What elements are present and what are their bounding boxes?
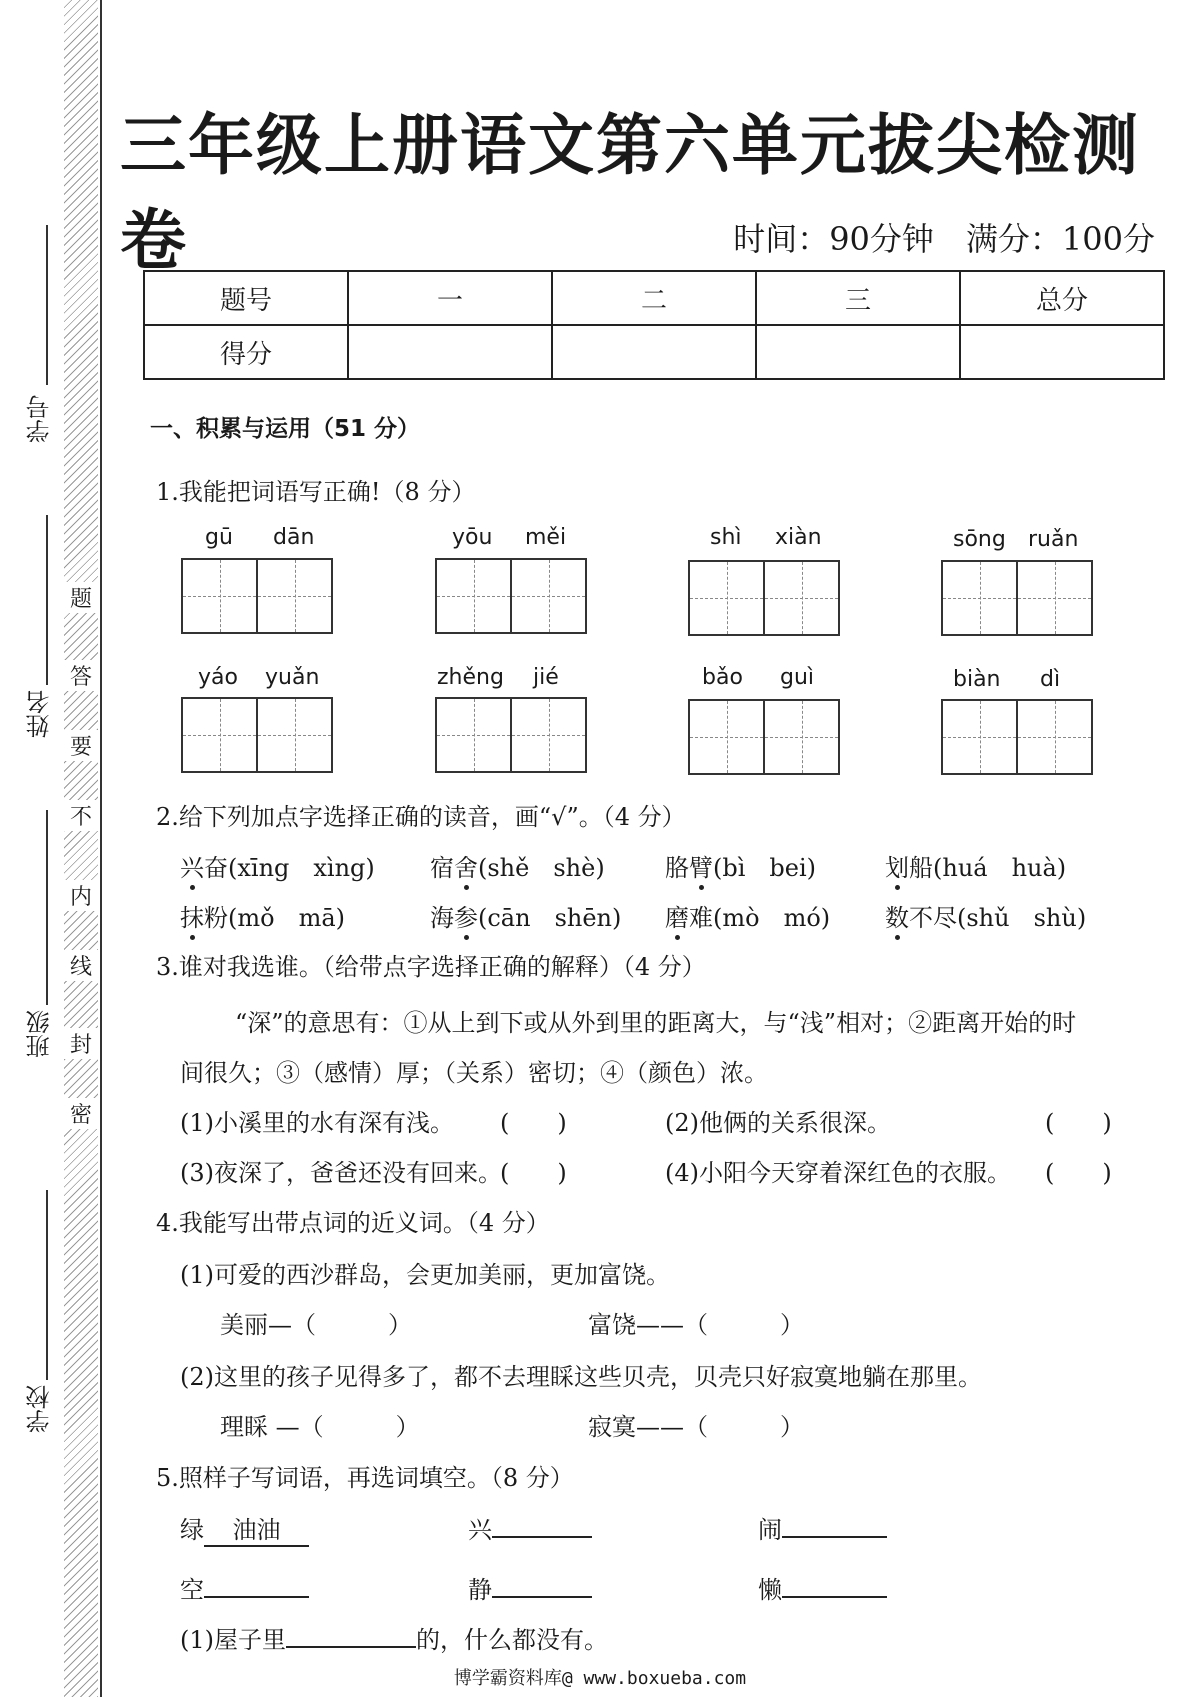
pinyin: shì [710,525,742,550]
seal-char: 要 [64,730,98,761]
sentence: (1)可爱的西沙群岛，会更加美丽，更加富饶。 [180,1261,670,1289]
pinyin: dì [1040,667,1061,692]
writing-grid[interactable] [181,697,331,771]
writing-grid[interactable] [941,560,1091,634]
question-5-title: 5.照样子写词语，再选词填空。（8 分） [156,1464,574,1492]
table-cell: 总分 [960,271,1164,325]
word-item[interactable]: 闹 [758,1510,887,1545]
word-item[interactable]: 空 [180,1570,309,1605]
score-table [143,270,1165,380]
word-item[interactable]: 兴 [468,1510,592,1545]
table-cell: 三 [756,271,960,325]
score-input-cell[interactable] [348,325,552,379]
table-cell: 二 [552,271,756,325]
pinyin: jié [533,665,559,690]
example-blank: 油油 [204,1510,309,1547]
score-input-cell[interactable] [960,325,1164,379]
field-student-id: 学号 [26,395,54,443]
sentence: (4)小阳今天穿着深红色的衣服。 [665,1159,1011,1187]
synonym-answer[interactable]: 美丽—（ ） [220,1311,412,1339]
field-class-line [46,810,48,1005]
sentence: (3)夜深了，爸爸还没有回来。 [180,1159,502,1187]
field-school-line [46,1190,48,1380]
synonym-answer[interactable]: 富饶——（ ） [588,1311,804,1339]
field-student-id-line [46,225,48,385]
pronunciation-item[interactable]: 数不尽(shǔ shù) [885,904,1087,932]
section-title: 一、积累与运用（51 分） [150,416,421,442]
question-2-title: 2.给下列加点字选择正确的读音，画“√”。（4 分） [156,803,686,831]
pinyin: ruǎn [1028,527,1079,552]
binding-line [100,0,102,1697]
field-school: 学校 [26,1385,54,1433]
pinyin: xiàn [775,525,822,550]
writing-grid[interactable] [435,697,585,771]
sentence: (2)这里的孩子见得多了，都不去理睬这些贝壳，贝壳只好寂寞地躺在那里。 [180,1363,982,1391]
pinyin: guì [780,665,815,690]
pronunciation-item[interactable]: 胳臂(bì bei) [665,854,817,882]
table-cell: 题号 [144,271,348,325]
writing-grid[interactable] [688,560,838,634]
pronunciation-item[interactable]: 划船(huá huà) [885,854,1067,882]
writing-grid[interactable] [688,699,838,773]
footer-watermark: 博学霸资料库@ www.boxueba.com [453,1668,747,1689]
table-cell: 得分 [144,325,348,379]
question-3-title: 3.谁对我选谁。（给带点字选择正确的解释）（4 分） [156,953,706,981]
pinyin: biàn [953,667,1001,692]
word-item[interactable]: 懒 [758,1570,887,1605]
answer-paren[interactable]: ( ) [1045,1109,1112,1137]
word-item[interactable]: 绿 油油 [180,1510,309,1547]
pinyin: yōu [452,525,493,550]
question-1-title: 1.我能把词语写正确!（8 分） [156,478,476,506]
page-title: 三年级上册语文第六单元拔尖检测卷 [120,107,1140,279]
seal-char: 线 [64,950,98,981]
field-class: 班级 [26,1010,54,1058]
pronunciation-item[interactable]: 磨难(mò mó) [665,904,831,932]
pinyin: zhěng [437,665,504,690]
pronunciation-item[interactable]: 兴奋(xīng xìng) [180,854,375,882]
fill-sentence[interactable]: (1)屋子里 的，什么都没有。 [180,1626,608,1654]
definition-text: “深”的意思有：①从上到下或从外到里的距离大，与“浅”相对；②距离开始的时 [235,1009,1077,1037]
binding-hatch [64,0,98,1697]
field-name-line [46,515,48,685]
writing-grid[interactable] [181,558,331,632]
score-input-cell[interactable] [552,325,756,379]
word-item[interactable]: 静 [468,1570,592,1605]
answer-paren[interactable]: ( ) [1045,1159,1112,1187]
pinyin: sōng [953,527,1006,552]
sentence: (2)他俩的关系很深。 [665,1109,891,1137]
pronunciation-item[interactable]: 抹粉(mǒ mā) [180,904,345,932]
seal-char: 封 [64,1028,98,1059]
table-row [144,325,1164,379]
pronunciation-item[interactable]: 海参(cān shēn) [430,904,622,932]
pinyin: dān [273,525,315,550]
question-4-title: 4.我能写出带点词的近义词。（4 分） [156,1209,550,1237]
answer-paren[interactable]: ( ) [500,1109,567,1137]
field-name: 姓名 [26,690,54,738]
synonym-answer[interactable]: 寂寞——（ ） [588,1413,804,1441]
seal-char: 不 [64,800,98,831]
definition-text: 间很久；③（感情）厚；（关系）密切；④（颜色）浓。 [180,1059,768,1087]
pinyin: bǎo [702,665,743,690]
answer-paren[interactable]: ( ) [500,1159,567,1187]
table-cell: 一 [348,271,552,325]
score-input-cell[interactable] [756,325,960,379]
sentence: (1)小溪里的水有深有浅。 [180,1109,454,1137]
writing-grid[interactable] [941,699,1091,773]
table-row [144,271,1164,325]
pinyin: měi [525,525,567,550]
pinyin: yáo [198,665,238,690]
seal-char: 题 [64,582,98,613]
seal-char: 密 [64,1098,98,1129]
writing-grid[interactable] [435,558,585,632]
seal-char: 内 [64,880,98,911]
pinyin: yuǎn [265,665,320,690]
pinyin: gū [205,525,233,550]
seal-char: 答 [64,660,98,691]
exam-meta: 时间：90分钟 满分：100分 [733,220,1155,258]
pronunciation-item[interactable]: 宿舍(shě shè) [430,854,605,882]
synonym-answer[interactable]: 理睬 —（ ） [220,1413,420,1441]
